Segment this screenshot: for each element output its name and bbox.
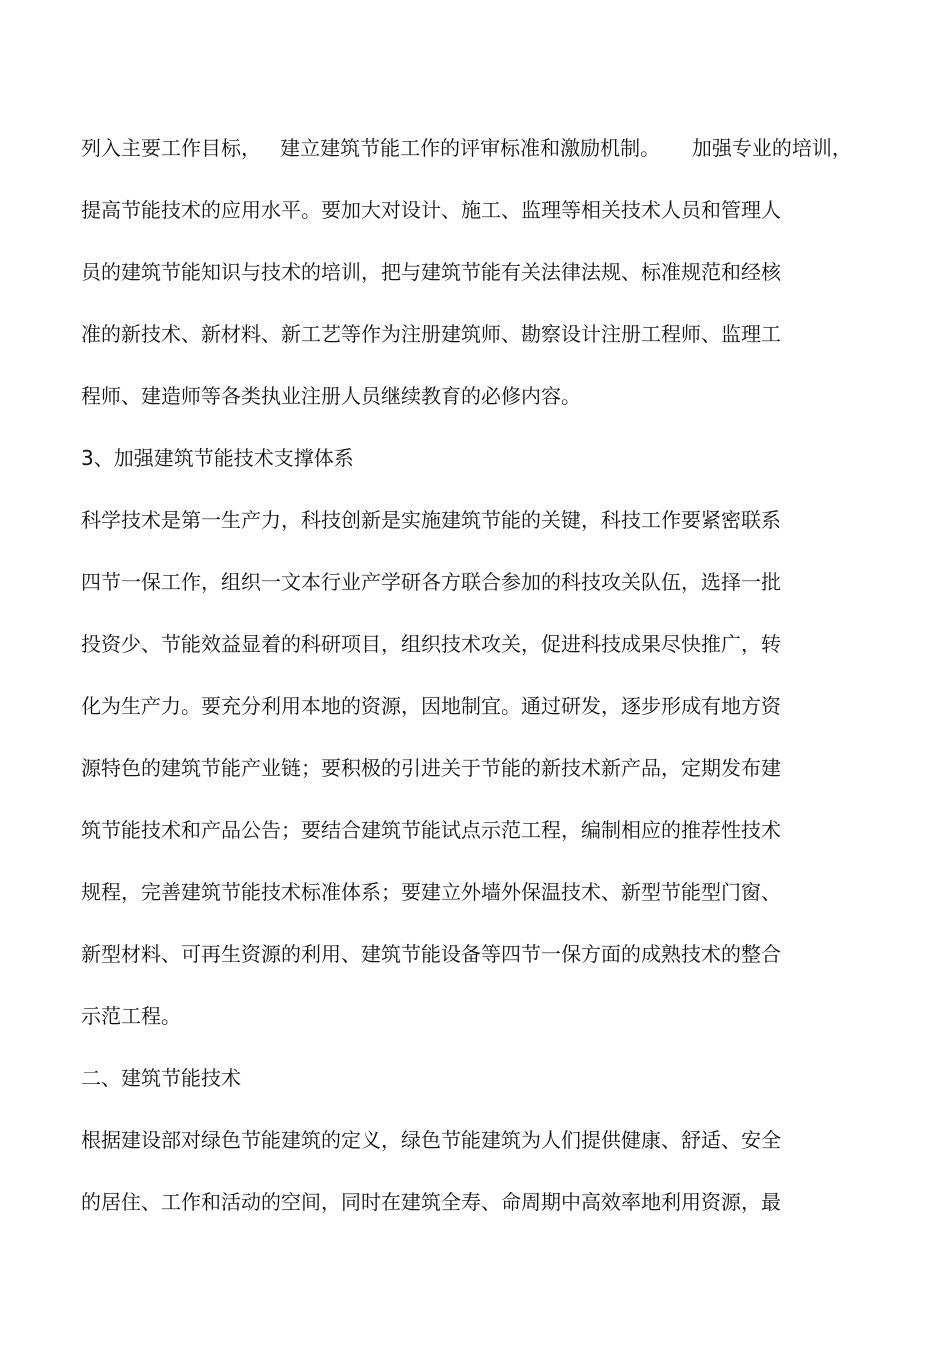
- text-line: 列入主要工作目标， 建立建筑节能工作的评审标准和激励机制。 加强专业的培训，: [81, 136, 852, 160]
- text-line: 投资少、节能效益显着的科研项目，组织技术攻关，促进科技成果尽快推广，转: [81, 632, 781, 656]
- text-line: 提高节能技术的应用水平。要加大对设计、施工、监理等相关技术人员和管理人: [81, 198, 781, 222]
- text-line: 示范工程。: [81, 1004, 181, 1028]
- text-line: 准的新技术、新材料、新工艺等作为注册建筑师、勘察设计注册工程师、监理工: [81, 322, 781, 346]
- text-line: 科学技术是第一生产力，科技创新是实施建筑节能的关键，科技工作要紧密联系: [81, 508, 781, 532]
- text-line: 源特色的建筑节能产业链；要积极的引进关于节能的新技术新产品，定期发布建: [81, 756, 781, 780]
- text-line: 规程，完善建筑节能技术标准体系；要建立外墙外保温技术、新型节能型门窗、: [81, 880, 781, 904]
- text-line: 四节一保工作，组织一文本行业产学研各方联合参加的科技攻关队伍，选择一批: [81, 570, 781, 594]
- text-line: 化为生产力。要充分利用本地的资源，因地制宜。通过研发，逐步形成有地方资: [81, 694, 781, 718]
- text-line: 的居住、工作和活动的空间，同时在建筑全寿、命周期中高效率地利用资源，最: [81, 1190, 781, 1214]
- section-heading: 二、建筑节能技术: [81, 1066, 241, 1090]
- text-line: 筑节能技术和产品公告；要结合建筑节能试点示范工程，编制相应的推荐性技术: [81, 818, 781, 842]
- text-line: 员的建筑节能知识与技术的培训，把与建筑节能有关法律法规、标准规范和经核: [81, 260, 781, 284]
- text-line: 程师、建造师等各类执业注册人员继续教育的必修内容。: [81, 384, 581, 408]
- text-line: 根据建设部对绿色节能建筑的定义，绿色节能建筑为人们提供健康、舒适、安全: [81, 1128, 781, 1152]
- section-heading: 3、加强建筑节能技术支撑体系: [81, 446, 354, 470]
- text-line: 新型材料、可再生资源的利用、建筑节能设备等四节一保方面的成熟技术的整合: [81, 942, 781, 966]
